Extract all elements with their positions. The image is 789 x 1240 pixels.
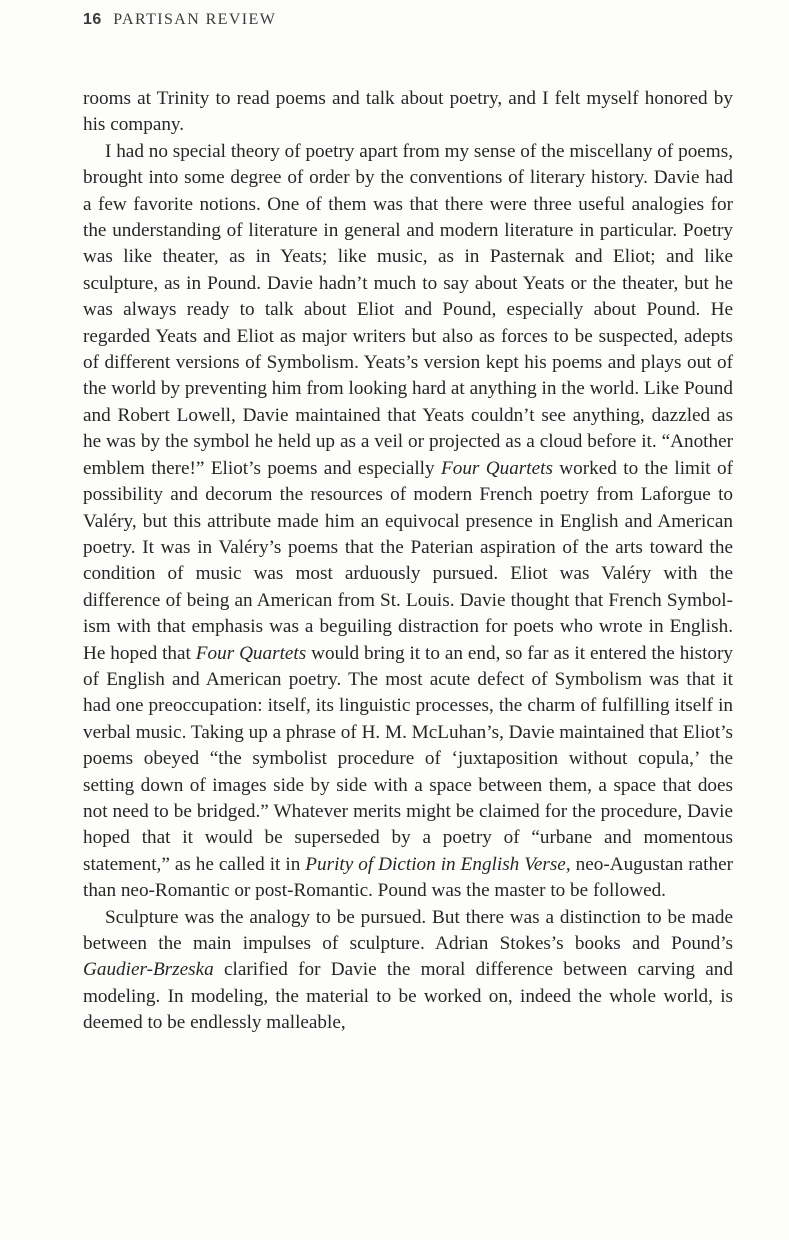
paragraph-1 xyxy=(83,86,733,139)
book-title: Purity of Diction in English Verse xyxy=(305,853,566,875)
journal-title: PARTISAN REVIEW xyxy=(113,11,277,28)
text-run: would bring it to an end, so far as it entered the history of English and American poetry. The most acute defect of Symbolism was that it had one preoccupation: itself, its linguistic processes, the charm of fulfilling itself in verbal music. Taking up a phrase of H. M. McLuhan’s, Davie maintained that Eliot’s poems obeyed “the symbolist procedure of ‘juxtaposition without copula,’ the setting down of images side by side with a space between them, a space that does not need to be bridged.” Whatever merits might be claimed for the procedure, Davie hoped that it would be superseded by a poetry of “urbane and momentous statement,” as he called it in xyxy=(83,642,733,875)
text-run: , neo-Augustan rather than neo-Romantic or post-Romantic. Pound was the master to be followed. xyxy=(83,853,733,902)
paragraph-2 xyxy=(83,139,733,905)
text-run: worked to the limit of possibility and decorum the resources of modern French poetry from Laforgue to Valéry, but this attribute made him an equivocal presence in English and American poetry. It was in Valéry’s poems that the Paterian aspiration of the arts toward the condition of music was most arduously pursued. Eliot was Valéry with the difference of being an American from St. Louis. Davie thought that French Symbolism with that emphasis was a beguiling distraction for poets who wrote in English. He hoped that xyxy=(83,457,733,664)
running-head xyxy=(83,11,276,29)
text-run: Sculpture was the analogy to be pursued. But there was a distinction to be made between the main impulses of sculpture. Adrian Stokes’s books and Pound’s xyxy=(83,906,733,954)
text-run: rooms at Trinity to read poems and talk about poetry, and I felt myself honored by his company. xyxy=(83,88,733,136)
book-title: Four Quartets xyxy=(195,642,307,664)
page-number: 16 xyxy=(83,11,102,28)
text-run: clarified for Davie the moral difference between carving and modeling. In modeling, the material to be worked on, indeed the whole world, is deemed to be endlessly malleable, xyxy=(83,959,733,1034)
book-title: Four Quartets xyxy=(441,457,553,479)
text-run: I had no special theory of poetry apart from my sense of the miscellany of poems, brought into some degree of order by the conventions of literary history. Davie had a few favorite notions. One of them was that there were three useful analogies for the understanding of literature in general and modern literature in particular. Poetry was like theater, as in Yeats; like music, as in Pasternak and Eliot; and like sculpture, as in Pound. Davie hadn’t much to say about Yeats or the theater, but he was always ready to talk about Eliot and Pound, especially about Pound. He regarded Yeats and Eliot as major writers but also as forces to be suspected, adepts of different versions of Symbolism. Yeats’s version kept his poems and plays out of the world by preventing him from looking hard at anything in the world. Like Pound and Robert Lowell, Davie maintained that Yeats couldn’t see anything, dazzled as he was by the symbol he held up as a veil or projected as a cloud before it. “Another emblem there!” Eliot’s poems and especially xyxy=(83,140,733,479)
body-text xyxy=(83,86,733,1037)
paragraph-3 xyxy=(83,905,733,1037)
book-title: Gaudier-Brzeska xyxy=(83,959,214,981)
